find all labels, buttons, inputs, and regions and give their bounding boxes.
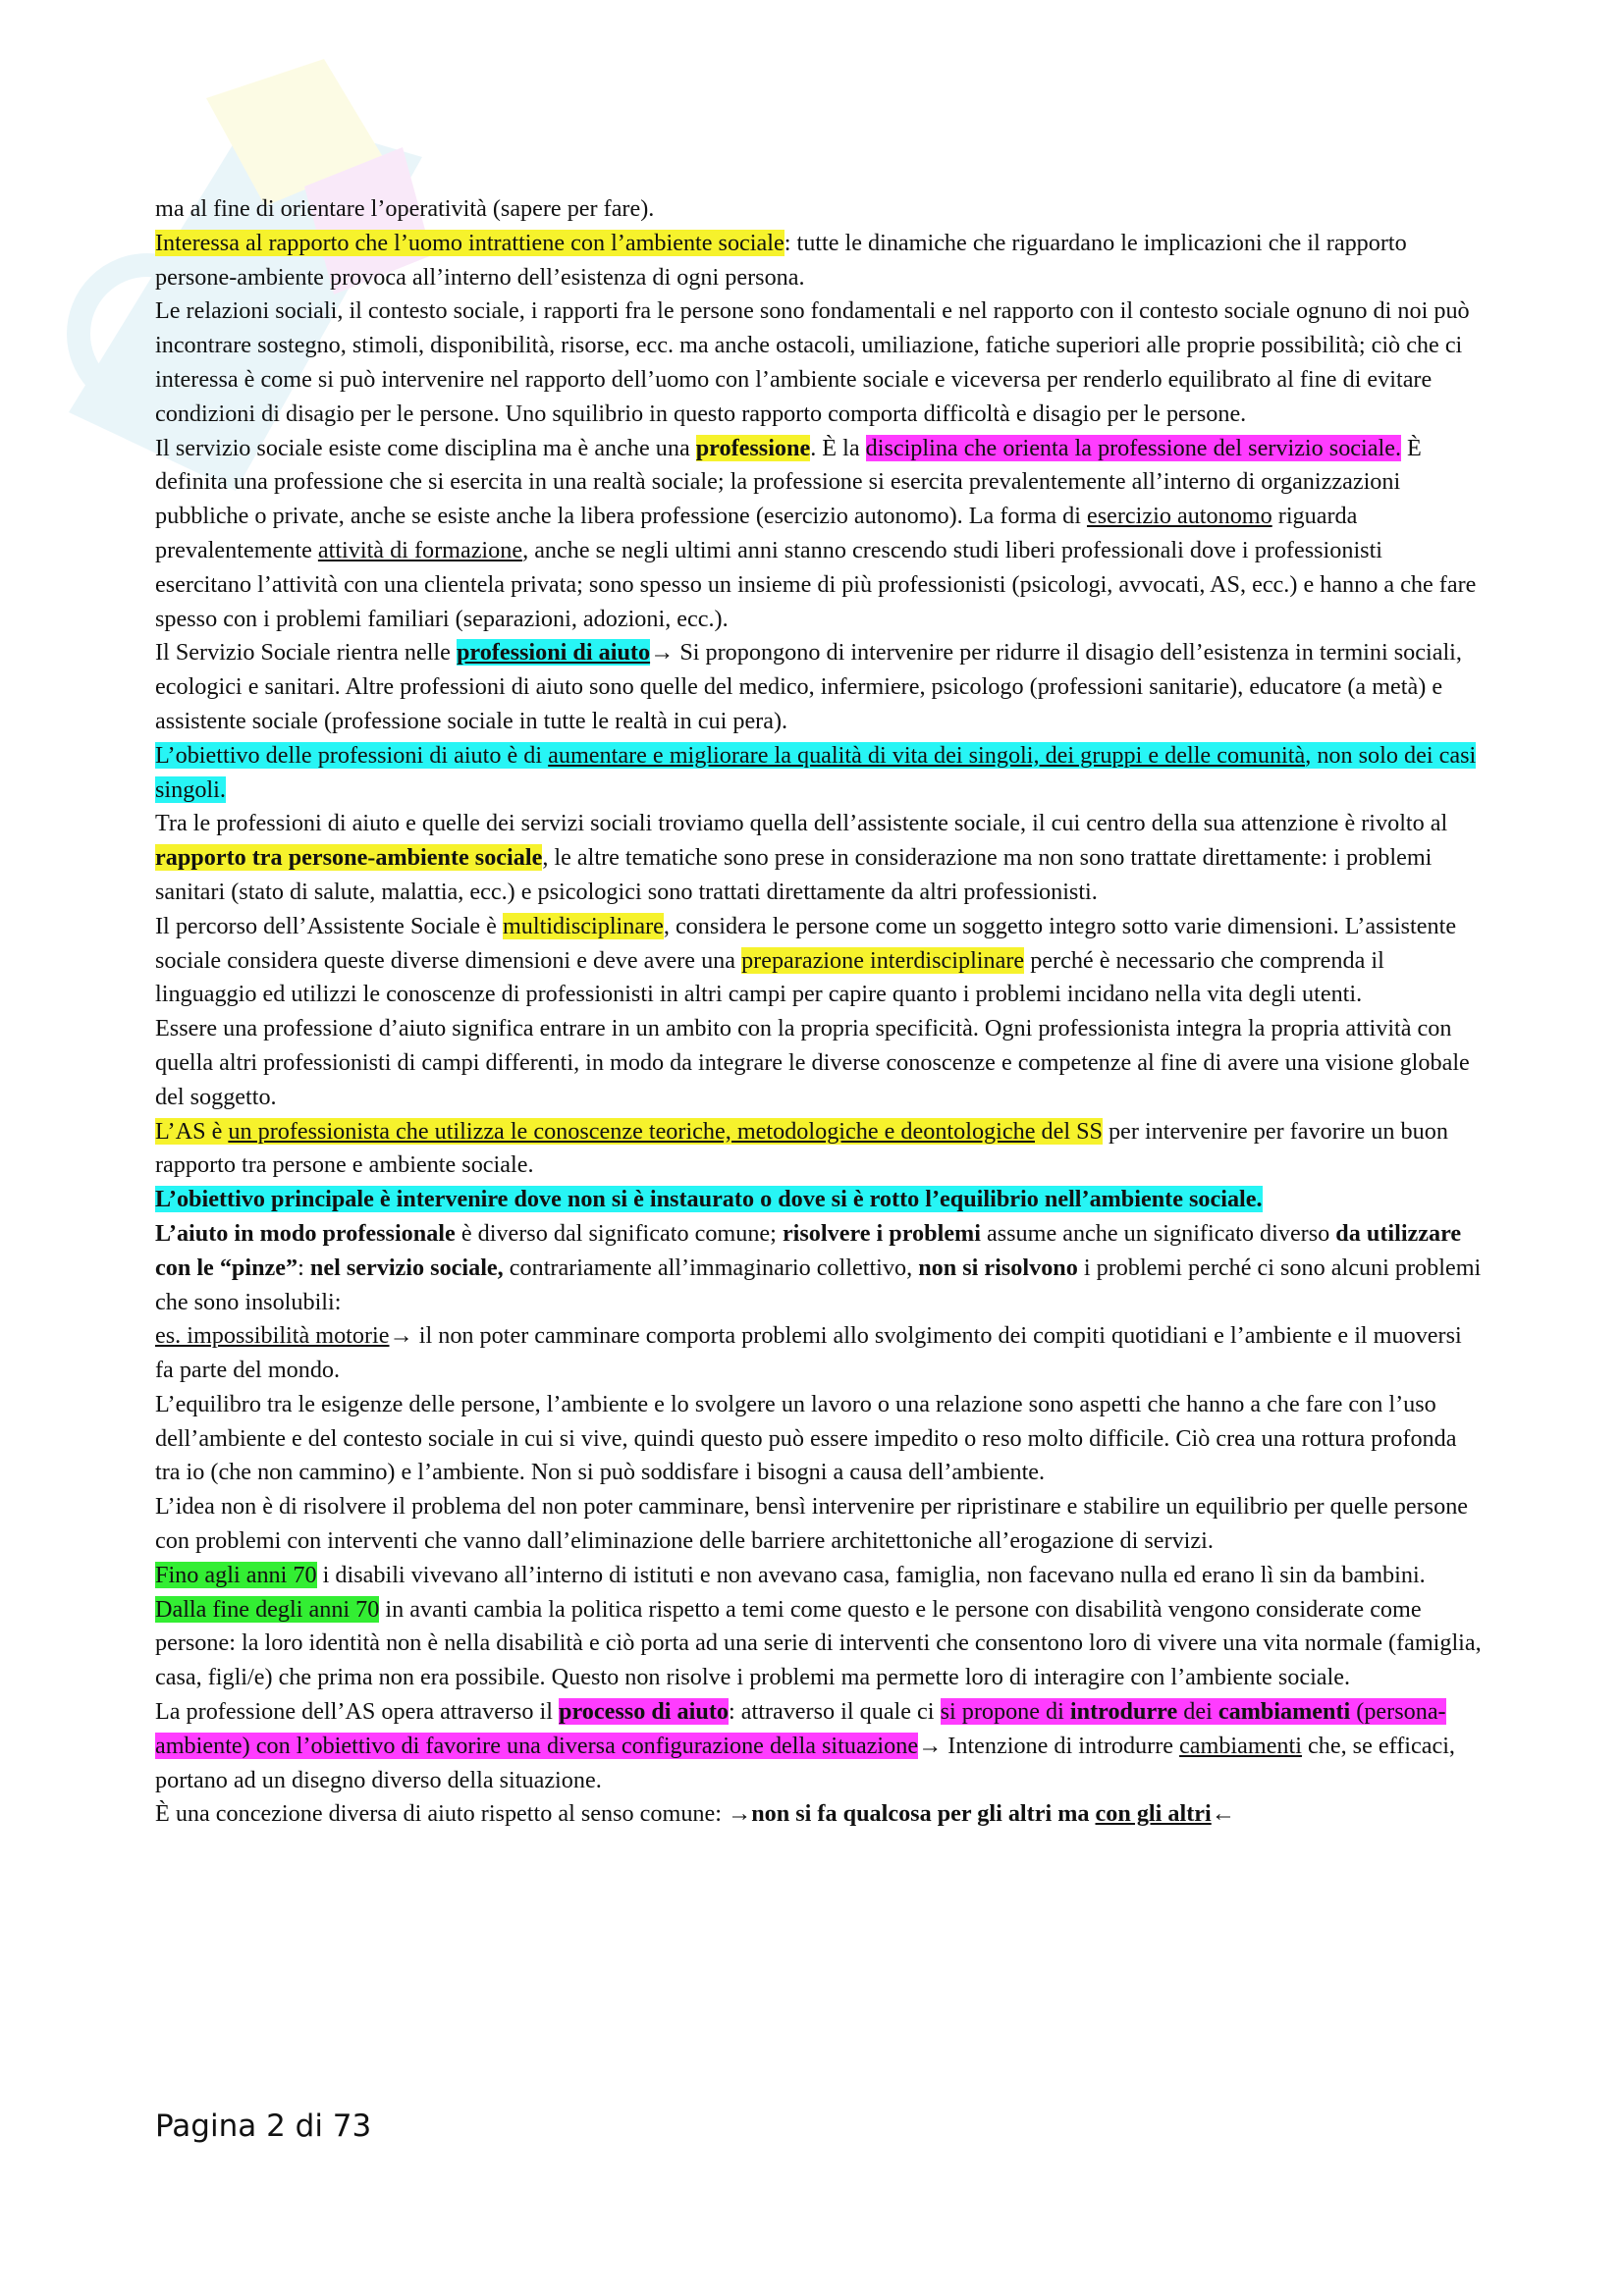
bold-underlined-text: con gli altri — [1095, 1800, 1212, 1828]
underlined-text: cambiamenti — [1179, 1732, 1302, 1759]
paragraph — [155, 1183, 1483, 1217]
highlight-yellow: Interessa al rapporto che l’uomo intrattiene con l’ambiente sociale — [155, 229, 784, 256]
highlight-green: Fino agli anni 70 — [155, 1561, 317, 1588]
paragraph — [155, 910, 1483, 1012]
text-run: : attraverso il quale ci — [728, 1698, 941, 1726]
paragraph — [155, 227, 1483, 295]
underlined-text: es. impossibilità motorie — [155, 1322, 390, 1350]
text-run: Tra le professioni di aiuto e quelle dei servizi sociali troviamo quella dell’assistente sociale, il cui centro della sua attenzione è rivolto al — [155, 810, 1448, 837]
text-run: in avanti cambia la politica rispetto a temi come questo e le persone con disabilità vengono considerate come persone: la loro identità non è nella disabilità e ciò porta ad una serie di interventi che consentono loro di vivere una vita normale (famiglia, casa, figli/e) che prima non era possibile. Questo non risolve i problemi ma permette loro di interagire con l’ambiente sociale. — [155, 1595, 1482, 1691]
highlight-magenta: si propone di — [940, 1698, 1070, 1726]
highlight-yellow: multidisciplinare — [502, 912, 664, 939]
text-run: Il Servizio Sociale rientra nelle — [155, 639, 457, 667]
text-run: assume anche un significato diverso — [980, 1219, 1336, 1247]
highlight-cyan: L’obiettivo principale è intervenire dove non si è instaurato o dove si è rotto l’equilibrio nell’ambiente sociale. — [155, 1186, 1263, 1213]
paragraph — [155, 1490, 1483, 1559]
paragraph — [155, 1115, 1483, 1184]
highlight-yellow: del SS — [1035, 1117, 1103, 1145]
text-run: L’equilibro tra le esigenze delle persone, l’ambiente e lo svolgere un lavoro o una relazione sono aspetti che hanno a che fare con l’uso dell’ambiente e del contesto sociale in cui si vive, quindi questo può essere impedito o reso molto difficile. Ciò crea una rottura profonda tra io (che non cammino) e l’ambiente. Non si può soddisfare i bisogni a causa dell’ambiente. — [155, 1390, 1457, 1486]
paragraph — [155, 1593, 1483, 1695]
bold-text: non si risolvono — [918, 1254, 1078, 1281]
text-run: Si propongono di intervenire per ridurre il disagio dell’esistenza in termini sociali, ecologici e sanitari. Altre professioni di aiuto sono quelle del medico, infermiere, psicologo (professioni sanitarie), educatore (a metà) e assistente sociale (professione sociale in tutte le realtà in cui pera). — [155, 639, 1462, 734]
highlight-magenta: cambiamenti — [1217, 1698, 1351, 1726]
highlight-magenta: disciplina che orienta la professione del servizio sociale. — [865, 434, 1401, 461]
highlight-yellow: rapporto tra persone-ambiente sociale — [155, 844, 543, 872]
paragraph — [155, 192, 1483, 227]
watermark-accent — [206, 59, 383, 206]
arrow-right-icon: → — [728, 1800, 752, 1828]
arrow-right-icon: → — [650, 639, 675, 667]
text-run: Le relazioni sociali, il contesto sociale, i rapporti fra le persone sono fondamentali e nel rapporto con il contesto sociale ognuno di noi può incontrare sostegno, stimoli, disponibilità, risorse, ecc. ma anche ostacoli, umiliazione, fatiche superiori alle proprie possibilità; ciò che ci interessa è come si può intervenire nel rapporto dell’uomo con l’ambiente sociale e viceversa per renderlo equilibrato al fine di evitare condizioni di disagio per le persone. Uno squilibrio in questo rapporto comporta difficoltà e disagio per le persone. — [155, 297, 1470, 427]
text-run: i disabili vivevano all’interno di istituti e non avevano casa, famiglia, non facevano nulla ed erano lì sin da bambini. — [316, 1561, 1426, 1588]
text-run: È definita una professione che si esercita in una realtà sociale; la professione si esercita prevalentemente all’interno di organizzazioni pubbliche o private, anche se esiste anche la libera professione (esercizio autonomo). La forma di — [155, 434, 1422, 530]
text-run: riguarda prevalentemente — [155, 503, 1358, 563]
highlight-green: Dalla fine degli anni 70 — [155, 1595, 380, 1623]
underlined-text: attività di formazione — [317, 536, 523, 563]
text-run: È una concezione diversa di aiuto rispetto al senso comune: — [155, 1800, 729, 1828]
text-run: perché è necessario che comprenda il linguaggio ed utilizzi le conoscenze di professionisti in altri campi per capire quanto i problemi incidano nella vita degli utenti. — [155, 946, 1384, 1008]
text-run: : tutte le dinamiche che riguardano le implicazioni che il rapporto persone-ambiente provoca all’interno dell’esistenza di ogni persona. — [155, 229, 1407, 291]
highlight-yellow: L’AS è — [155, 1117, 229, 1145]
arrow-right-icon: → — [918, 1732, 943, 1759]
highlight-cyan: L’obiettivo delle professioni di aiuto è di — [155, 741, 549, 769]
text-run: , considera le persone come un soggetto integro sotto varie dimensioni. L’assistente sociale considera queste diverse dimensioni e deve avere una — [155, 912, 1457, 974]
paragraph — [155, 1695, 1483, 1797]
highlight-magenta: processo di aiuto — [559, 1698, 729, 1726]
highlight-cyan: professioni di aiuto — [456, 639, 651, 667]
text-run: Essere una professione d’aiuto significa entrare in un ambito con la propria specificità. Ogni professionista integra la propria attività con quella altri professionisti di campi differenti, in modo da integrare le diverse conoscenze e competenze al fine di avere una visione globale del soggetto. — [155, 1015, 1470, 1110]
highlight-yellow: un professionista che utilizza le conoscenze teoriche, metodologiche e deontologiche — [228, 1117, 1036, 1145]
paragraph — [155, 807, 1483, 909]
highlight-magenta: (persona-ambiente) con l’obiettivo di favorire una diversa configurazione della situazione — [155, 1698, 1446, 1759]
bold-text: nel servizio sociale, — [309, 1254, 504, 1281]
bold-text: risolvere i problemi — [782, 1219, 981, 1247]
highlight-cyan: , non solo dei casi singoli. — [155, 741, 1477, 803]
text-run: che, se efficaci, portano ad un disegno diverso della situazione. — [155, 1732, 1455, 1793]
text-run: , le altre tematiche sono prese in considerazione ma non sono trattate direttamente: i problemi sanitari (stato di salute, malattia, ecc.) e psicologici sono trattati direttamente da altri professionisti. — [155, 844, 1433, 905]
highlight-magenta: introdurre — [1069, 1698, 1178, 1726]
bold-text: L’aiuto in modo professionale — [155, 1219, 456, 1247]
text-run: per intervenire per favorire un buon rapporto tra persone e ambiente sociale. — [155, 1117, 1448, 1179]
text-run: è diverso dal significato comune; — [455, 1219, 783, 1247]
text-run: La professione dell’AS opera attraverso il — [155, 1698, 560, 1726]
text-run: il non poter camminare comporta problemi allo svolgimento dei compiti quotidiani e l’ambiente e il muoversi fa parte del mondo. — [155, 1322, 1462, 1384]
bold-text: da utilizzare con le “pinze” — [155, 1219, 1462, 1281]
body-text — [155, 192, 1483, 1832]
text-run: . È la — [810, 434, 866, 461]
paragraph — [155, 1388, 1483, 1490]
highlight-cyan: aumentare e migliorare la qualità di vita dei singoli, dei gruppi e delle comunità — [548, 741, 1306, 769]
text-run: Il percorso dell’Assistente Sociale è — [155, 912, 503, 939]
paragraph — [155, 1217, 1483, 1319]
arrow-left-icon: ← — [1211, 1800, 1235, 1828]
paragraph — [155, 432, 1483, 637]
paragraph — [155, 739, 1483, 808]
highlight-magenta: dei — [1177, 1698, 1218, 1726]
text-run: Il servizio sociale esiste come disciplina ma è anche una — [155, 434, 696, 461]
text-run: i problemi perché ci sono alcuni problemi che sono insolubili: — [155, 1254, 1482, 1315]
paragraph — [155, 1012, 1483, 1114]
text-run: contrariamente all’immaginario collettivo, — [503, 1254, 919, 1281]
page-number: Pagina 2 di 73 — [155, 2109, 372, 2144]
paragraph — [155, 1559, 1483, 1593]
highlight-yellow: preparazione interdisciplinare — [741, 946, 1025, 974]
text-run: , anche se negli ultimi anni stanno crescendo studi liberi professionali dove i professionisti esercitano l’attività con una clientela privata; sono spesso un insieme di più professionisti (psicologi, avvocati, AS, ecc.) e hanno a che fare spesso con i problemi familiari (separazioni, adozioni, ecc.). — [155, 536, 1477, 632]
paragraph — [155, 1319, 1483, 1388]
paragraph — [155, 294, 1483, 431]
text-run: : — [298, 1254, 310, 1281]
paragraph — [155, 1797, 1483, 1832]
paragraph — [155, 636, 1483, 738]
highlight-yellow: professione — [695, 434, 811, 461]
arrow-right-icon: → — [389, 1322, 413, 1350]
bold-text: non si fa qualcosa per gli altri ma — [751, 1800, 1096, 1828]
text-run: Intenzione di introdurre — [942, 1732, 1180, 1759]
text-run: L’idea non è di risolvere il problema del non poter camminare, bensì intervenire per ripristinare e stabilire un equilibrio per quelle persone con problemi con interventi che vanno dall’eliminazione delle barriere architettoniche all’erogazione di servizi. — [155, 1493, 1469, 1555]
text-run: ma al fine di orientare l’operatività (sapere per fare). — [155, 195, 655, 222]
underlined-text: esercizio autonomo — [1086, 503, 1272, 530]
